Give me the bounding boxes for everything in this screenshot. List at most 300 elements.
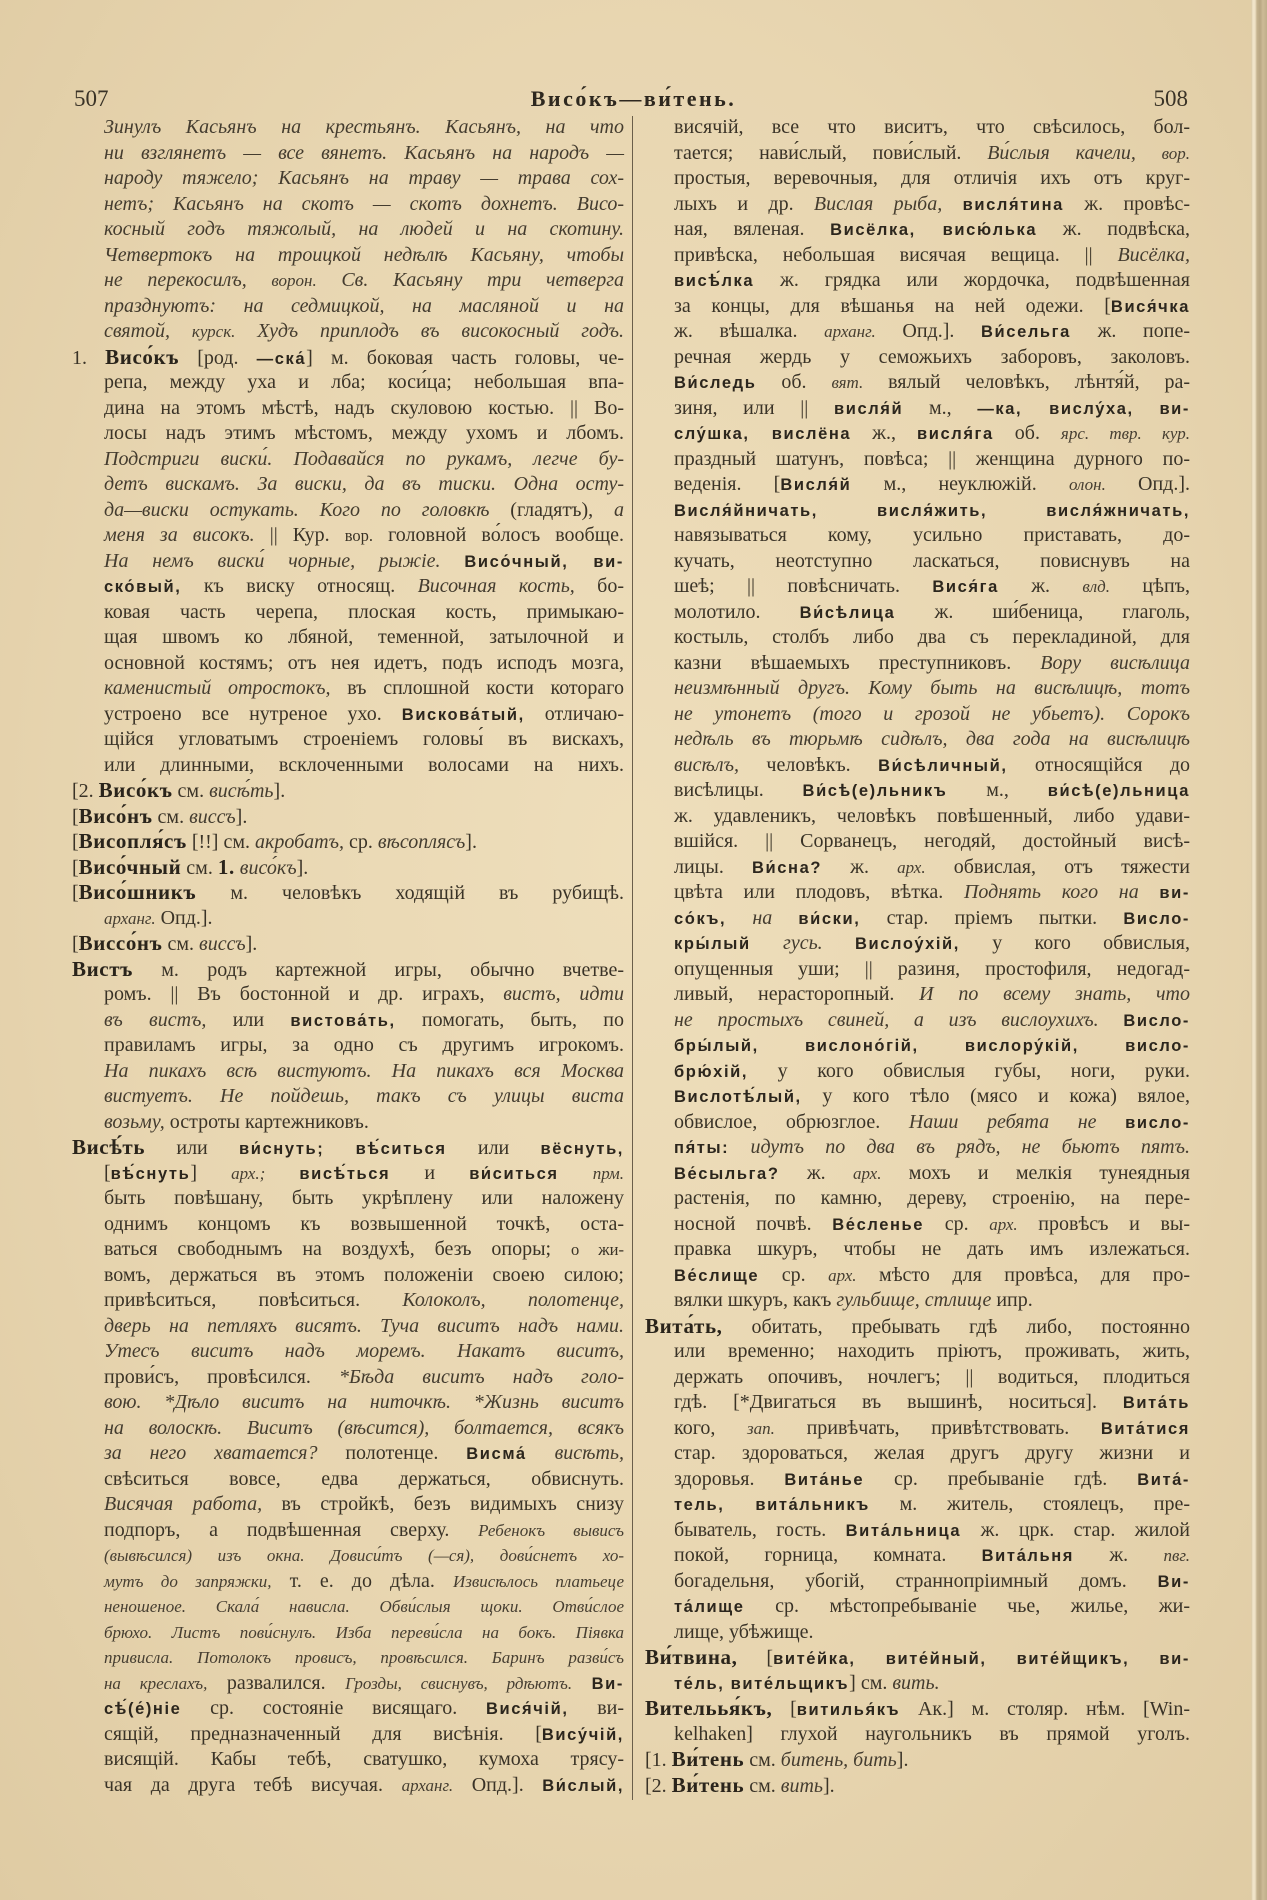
text: цѣпъ, xyxy=(1110,575,1190,597)
headword-form: вёснуть, xyxy=(540,1140,624,1158)
text xyxy=(527,1442,555,1464)
page-edge xyxy=(1251,0,1267,1900)
text: Ак.] м. столяр. нѣм. [Win- xyxy=(900,1698,1190,1720)
text-line xyxy=(645,192,1190,218)
text-line xyxy=(72,115,624,141)
text: т. е. до дѣла. xyxy=(271,1569,453,1592)
headword-form: Вислоу́хій, xyxy=(854,935,960,953)
text-line xyxy=(645,396,1190,422)
text-line xyxy=(645,166,1190,192)
text-line xyxy=(72,1747,624,1773)
text-line xyxy=(645,217,1190,243)
italic-text: Поднять кого на xyxy=(963,881,1139,903)
small-text: о жи- xyxy=(571,1240,624,1259)
text: ср. xyxy=(759,1263,829,1286)
text-line xyxy=(645,472,1190,498)
italic-text: акробатъ, xyxy=(255,831,344,853)
text: ]. xyxy=(896,1749,909,1771)
headword-form: Висля́й xyxy=(780,476,852,494)
text-line xyxy=(645,319,1190,345)
text-line xyxy=(72,1084,624,1110)
text: кучать, неотступно ласкаться, повиснувъ на xyxy=(674,549,1190,572)
headword-form: Висля́йничать, висля́жить, висля́жничать, xyxy=(674,501,1190,520)
text: молотило. xyxy=(674,600,800,623)
italic-text: меня за високъ. xyxy=(104,524,270,546)
text: остроты картежниковъ. xyxy=(164,1110,369,1133)
italic-text: Подстриги виски́. Подавайся по рукамъ, легче бу- xyxy=(104,447,624,470)
italic-text: святой, xyxy=(104,320,192,342)
text: об. xyxy=(993,422,1061,444)
text-line xyxy=(72,1467,624,1493)
text: свѣситься вовсе, едва держаться, обвиснуть. xyxy=(104,1467,624,1490)
small-italic-text: арханг. xyxy=(104,908,156,928)
italic-text: Ви́слыя качели, xyxy=(987,141,1136,164)
headword-form: Вита́ть xyxy=(1122,1394,1190,1412)
small-italic-text: арх. xyxy=(853,1163,882,1183)
italic-text: Утесъ виситъ надъ моремъ. Накатъ виситъ, xyxy=(104,1340,624,1362)
text: мохъ и мелкія тунеядныя xyxy=(881,1161,1190,1184)
text xyxy=(751,932,783,954)
headword-form: Вита́тися xyxy=(1100,1419,1190,1438)
text-line xyxy=(72,1492,624,1518)
headword-form: Вита́льня xyxy=(981,1547,1074,1565)
text-line xyxy=(645,778,1190,804)
small-italic-text: брюхо. Листъ пови́снулъ. Изба переви́сла на бокъ. Піявка xyxy=(104,1622,624,1642)
small-italic-text: арх. xyxy=(989,1214,1018,1234)
text xyxy=(729,1136,750,1158)
italic-text: празднуютъ: на седмицкой, на масляной и на xyxy=(104,294,624,317)
text-line xyxy=(645,1008,1190,1034)
text-line xyxy=(72,396,624,422)
text-line xyxy=(72,1671,624,1697)
text: || Кур. xyxy=(269,524,345,546)
headword-form: ви́снуть; xyxy=(239,1140,325,1158)
text: ср. мѣстопребываніе чье, жилье, жи- xyxy=(744,1595,1190,1617)
text: [ xyxy=(72,805,79,828)
headword: Ви́тень xyxy=(671,1772,745,1797)
text: ]. xyxy=(235,805,248,828)
headword-form: Ви́следь xyxy=(674,374,757,392)
text: праздный шатунъ, повѣса; || женщина дурного по- xyxy=(674,447,1190,470)
text: см. xyxy=(162,933,200,955)
text: Опд.]. xyxy=(453,1773,543,1796)
text: относящійся до xyxy=(1007,753,1190,776)
italic-text: висо́къ xyxy=(239,856,297,879)
text-line xyxy=(72,1620,624,1646)
text: вшійся. || Сорванецъ, негодяй, достойный висѣ- xyxy=(674,830,1190,852)
entry-start-line xyxy=(72,804,624,830)
italic-text: не перекосилъ, xyxy=(104,269,272,291)
text-line xyxy=(72,217,624,243)
text: ковая часть черепа, плоская кость, примыкаю- xyxy=(104,600,624,623)
text: за концы, для вѣшанья на ней одежи. [ xyxy=(674,294,1111,317)
text: или временно; находить пріютъ, проживать, жить, xyxy=(674,1340,1190,1362)
headword-form: Ви́сна? xyxy=(751,858,823,877)
column-divider xyxy=(632,116,633,1800)
small-italic-text: олон. xyxy=(1068,475,1106,494)
text-line xyxy=(645,957,1190,983)
text: [ xyxy=(72,882,79,904)
headword-form: Ви- xyxy=(1157,1572,1190,1591)
small-italic-text: арх. xyxy=(897,857,926,877)
small-italic-text: Извисѣлось платьеце xyxy=(452,1571,624,1591)
text-line xyxy=(72,727,624,753)
italic-text: дверь на петляхъ висятъ. Туча виситъ надъ нами. xyxy=(104,1314,624,1337)
text: простыя, веревочныя, для отличія ихъ отъ круг- xyxy=(674,167,1190,189)
italic-text: вѣсоплясъ xyxy=(377,831,466,853)
headword-form: слу́шка, вислёна xyxy=(674,425,852,443)
small-italic-text: ворон. xyxy=(271,271,317,290)
italic-text: не утонетъ (того и грозой не убьетъ). Сорокъ xyxy=(674,702,1190,725)
text: помогать, быть, по xyxy=(395,1008,624,1031)
text: обитать, пребывать гдѣ либо, постоянно xyxy=(722,1315,1190,1338)
text: речная жердь у семожьихъ заборовъ, заколовъ. xyxy=(674,345,1190,368)
headword-form: Вискова́тый, xyxy=(401,705,525,724)
text: ] см. xyxy=(849,1671,893,1694)
text-line xyxy=(645,574,1190,600)
italic-text: висѣ́ть xyxy=(209,780,274,802)
italic-text: Висёлка, xyxy=(1117,243,1190,266)
text: правка шкуръ, чтобы не дать имъ излежаться. xyxy=(674,1238,1190,1260)
text: вялки шкуръ, какъ xyxy=(674,1289,837,1311)
text-line xyxy=(645,345,1190,371)
text-line xyxy=(645,702,1190,728)
text: тается; нави́слый, пови́слый. xyxy=(674,141,988,164)
headword: Вительья́къ, xyxy=(645,1696,773,1720)
text-line xyxy=(645,982,1190,1008)
text: ная, вяленая. xyxy=(674,218,831,240)
text-line xyxy=(645,753,1190,779)
headword-form: Вита́льница xyxy=(845,1521,962,1540)
headword-form: висля́га xyxy=(916,425,994,443)
text-line xyxy=(72,574,624,600)
text: казни вѣшаемыхъ преступниковъ. xyxy=(674,651,1041,674)
text: у кого обвислыя губы, ноги, руки. xyxy=(748,1059,1190,1082)
text: ж. грядка или жордочка, подвѣшенная xyxy=(754,269,1190,291)
text-line xyxy=(72,1390,624,1416)
text-line xyxy=(645,1186,1190,1212)
text xyxy=(559,1162,593,1184)
text xyxy=(1136,142,1162,164)
text-line xyxy=(645,1033,1190,1059)
text: [ xyxy=(72,831,79,853)
text-line xyxy=(72,1288,624,1314)
text-line xyxy=(645,1237,1190,1263)
text: см. xyxy=(152,805,190,828)
text: ви- xyxy=(568,1697,625,1719)
text: см. xyxy=(172,780,210,802)
text: ]. xyxy=(245,933,258,955)
text: ж. црк. стар. жилой xyxy=(961,1518,1190,1541)
headword: Виссо́нъ xyxy=(78,931,163,955)
headword-form: ви- xyxy=(1159,884,1190,902)
small-italic-text: Ребенокъ вывисъ xyxy=(478,1520,624,1540)
text-line xyxy=(645,727,1190,753)
text-line xyxy=(72,1569,624,1595)
text-line xyxy=(72,1008,624,1034)
text-line xyxy=(645,1110,1190,1136)
text-line xyxy=(645,243,1190,269)
italic-text: Вору висѣлица xyxy=(1040,651,1190,674)
text-line xyxy=(72,166,624,192)
text: висѣлицы. xyxy=(674,779,803,801)
text-line xyxy=(72,1059,624,1085)
text: [1. xyxy=(645,1749,672,1771)
headword: Ви́твина, xyxy=(645,1645,738,1669)
text: ср. пребываніе гдѣ. xyxy=(864,1467,1138,1490)
text: щая швомъ ко лбяной, теменной, затылочной и xyxy=(104,626,624,648)
text-line xyxy=(72,702,624,728)
italic-text: а xyxy=(614,498,624,521)
text: вялый человѣкъ, лѣнтя́й, ра- xyxy=(863,371,1190,393)
headword-form: Вися́чка xyxy=(1110,297,1190,316)
headword-form: Ви́сѣлица xyxy=(799,603,896,622)
text-line xyxy=(645,1722,1190,1748)
text: растенія, по камню, дереву, строенію, на пере- xyxy=(674,1187,1190,1209)
text-line xyxy=(645,268,1190,294)
text-line xyxy=(645,370,1190,396)
text: ж. xyxy=(822,855,898,878)
text-line xyxy=(72,141,624,167)
italic-text: вою. *Дѣло виситъ на ниточкѣ. *Жизнь виситъ xyxy=(104,1391,624,1413)
italic-text: висѣлъ, xyxy=(674,753,739,776)
text: ваться свободнымъ на воздухѣ, безъ опоры; xyxy=(104,1238,571,1260)
small-italic-text: пвг. xyxy=(1163,1546,1190,1565)
text: об. xyxy=(756,371,832,393)
text: лище, убѣжище. xyxy=(674,1620,814,1643)
text xyxy=(1139,881,1160,903)
text xyxy=(942,193,962,215)
italic-text: гусь. xyxy=(783,932,823,954)
text: быть повѣшану, быть укрѣплену или наложену xyxy=(104,1187,624,1209)
headword-form: те́ль, вите́льщикъ xyxy=(674,1674,850,1693)
text: ср. состояніе висящаго. xyxy=(181,1697,486,1719)
italic-text: въ вистъ, xyxy=(104,1008,207,1031)
small-italic-text: зап. xyxy=(747,1418,775,1438)
text: въ сплошной кости котораго xyxy=(330,677,624,699)
headword-form: Висёлка, висю́лька xyxy=(830,221,1038,239)
entry-start-line xyxy=(72,855,624,881)
headword-form: сѣ́(е́)ніе xyxy=(104,1700,182,1718)
right-column xyxy=(645,115,1190,1798)
text: ж. вѣшалка. xyxy=(674,320,825,342)
headword-form: —ска́ xyxy=(256,349,307,368)
italic-text: косный годъ тяжолый, на людей и на скотину. xyxy=(104,218,624,240)
entry-start-line xyxy=(72,957,624,983)
text xyxy=(324,1137,355,1159)
entry-start-line xyxy=(72,931,624,957)
text: [ xyxy=(737,1647,774,1669)
text: см. xyxy=(744,1774,781,1797)
text-line xyxy=(72,1186,624,1212)
italic-text: гульбище, стлище xyxy=(836,1289,992,1311)
headword-form: брю́хій, xyxy=(674,1062,749,1081)
small-italic-text: арханг. xyxy=(401,1775,454,1795)
text-line xyxy=(72,1594,624,1620)
text: держать опочивъ, ночлегъ; || водиться, плодиться xyxy=(674,1365,1190,1388)
text: ж. удавленикъ, человѣкъ повѣшенный, либо удави- xyxy=(674,804,1190,827)
small-italic-text: прм. xyxy=(592,1163,624,1183)
italic-text: Св. Касьяну три четверга xyxy=(316,269,624,291)
text-line xyxy=(645,829,1190,855)
text-line xyxy=(72,1543,624,1569)
text-line xyxy=(72,1696,624,1722)
text-line xyxy=(72,1161,624,1187)
text: сящій, предназначенный для висѣнія. [ xyxy=(104,1722,542,1745)
text-line xyxy=(645,1467,1190,1493)
text: м., неуклюжій. xyxy=(851,473,1069,495)
italic-text: вистуетъ. Не пойдешь, такъ съ улицы виста xyxy=(104,1085,624,1107)
headword: Висо́къ xyxy=(105,344,180,369)
text-line xyxy=(72,1441,624,1467)
text: [2. xyxy=(645,1774,672,1797)
italic-text: И по всему знать, что xyxy=(919,983,1191,1005)
text: висящій. Кабы тебѣ, сватушко, кумоха трясу- xyxy=(104,1748,624,1770)
italic-text: вить xyxy=(780,1774,824,1797)
text xyxy=(823,932,855,954)
text: гдѣ. [*Двигаться въ вышинѣ, носиться]. xyxy=(674,1391,1123,1413)
text: ж. подвѣска, xyxy=(1037,218,1191,240)
entry-start-line xyxy=(645,1314,1190,1340)
headword: Вистъ xyxy=(72,956,133,981)
text: бо- xyxy=(574,575,624,597)
text-line xyxy=(645,1620,1190,1646)
text: ипр. xyxy=(991,1289,1033,1311)
headword-form: Висло- xyxy=(1123,909,1190,928)
entry-start-line xyxy=(645,1645,1190,1671)
text-line xyxy=(645,625,1190,651)
text: обвислое, обрюзглое. xyxy=(674,1110,909,1133)
headword-form: Ве́сыльга? xyxy=(674,1164,780,1183)
text: лицы. xyxy=(674,855,752,878)
text-line xyxy=(72,498,624,524)
text: привѣска, небольшая висячая вещица. || xyxy=(674,243,1118,266)
text: въ стройкѣ, безъ видимыхъ снизу xyxy=(262,1493,624,1515)
text: развалился. xyxy=(207,1671,346,1694)
headword: 1. xyxy=(217,854,235,879)
text: см. xyxy=(181,856,218,879)
italic-text: Четвертокъ на троицкой недѣлѣ Касьяну, чтобы xyxy=(104,243,624,266)
text-line xyxy=(72,1773,624,1799)
italic-text: нетъ; Касьянъ на скотъ — скотъ дохнетъ. Висо- xyxy=(104,192,624,215)
italic-text: вистъ, идти xyxy=(503,983,624,1005)
text-line xyxy=(645,651,1190,677)
headword-form: Ве́слище xyxy=(674,1266,760,1285)
text-line xyxy=(72,1339,624,1365)
text: Опд.]. xyxy=(1105,473,1190,495)
small-italic-text: арх.; xyxy=(231,1163,266,1183)
text-line xyxy=(645,880,1190,906)
text-line xyxy=(72,1416,624,1442)
text-line xyxy=(645,1365,1190,1391)
text: ]. xyxy=(296,856,309,879)
text-line xyxy=(645,1441,1190,1467)
text: къ виску относящ. xyxy=(181,575,418,597)
headword-form: вите́йка, вите́йный, вите́йщикъ, ви- xyxy=(773,1650,1190,1668)
headword-form: ви- xyxy=(1159,399,1191,418)
headword: Висѣ́ть xyxy=(72,1135,146,1159)
text-line xyxy=(645,600,1190,626)
text xyxy=(572,1672,592,1694)
headword-form: вѣ́ситься xyxy=(355,1140,447,1158)
text-line xyxy=(72,243,624,269)
text-line xyxy=(72,1212,624,1238)
text: полотенце. xyxy=(317,1442,467,1464)
text-line xyxy=(72,1365,624,1391)
italic-text: на xyxy=(752,906,773,929)
text: ж. провѣс- xyxy=(1063,192,1190,215)
italic-text: Висячая работа, xyxy=(104,1493,263,1515)
italic-text: ни взглянетъ — все вянетъ. Касьянъ на народъ — xyxy=(104,141,624,164)
text-line xyxy=(645,1339,1190,1365)
text: м. человѣкъ ходящій въ рубищѣ. xyxy=(196,882,624,904)
text-line xyxy=(645,804,1190,830)
headword-form: Висма́ xyxy=(466,1445,527,1463)
text-line xyxy=(72,676,624,702)
text: провѣсъ и вы- xyxy=(1017,1212,1191,1235)
headword: Висо́шникъ xyxy=(78,880,197,904)
italic-text: недѣль въ тюрьмѣ сидѣлъ, два года на висѣлицѣ xyxy=(674,728,1190,750)
text: висячій, все что виситъ, что свѣсилось, бол- xyxy=(674,116,1190,138)
text: отличаю- xyxy=(524,702,625,725)
headword-form: висѣ́лка xyxy=(674,272,755,290)
text: лосы надъ этимъ мѣстомъ, между ухомъ и лбомъ. xyxy=(104,422,624,444)
text: [2. xyxy=(72,780,99,802)
text-line xyxy=(72,447,624,473)
text: шеѣ; || повѣсничать. xyxy=(674,575,933,597)
text: подпоръ, а подвѣшенная сверху. xyxy=(104,1518,479,1541)
text xyxy=(265,1162,299,1184)
text-line xyxy=(72,1263,624,1289)
italic-text: не простыхъ свиней, а изъ вислоухихъ. xyxy=(674,1008,1099,1031)
entry-start-line xyxy=(645,1696,1190,1722)
text: ] м. боковая часть головы, че- xyxy=(306,346,624,369)
headword-form: Висо́чный, ви- xyxy=(464,552,624,571)
headword: Вита́ть, xyxy=(645,1313,723,1338)
headword-form: Ви́слый, xyxy=(542,1776,625,1795)
text xyxy=(726,907,752,929)
text-line xyxy=(645,1084,1190,1110)
text-line xyxy=(72,472,624,498)
text-line xyxy=(72,1033,624,1059)
running-title: Висо́къ—ви́тень. xyxy=(530,86,737,111)
text: носной почвѣ. xyxy=(674,1212,833,1235)
text: ] xyxy=(190,1161,232,1184)
text-line xyxy=(645,421,1190,447)
italic-text: Наши ребята не xyxy=(908,1110,1097,1133)
text: м. житель, стоялецъ, пре- xyxy=(869,1493,1190,1515)
headword-form: тель, вита́льникъ xyxy=(674,1496,870,1514)
italic-text: виссъ xyxy=(189,805,236,828)
headword-form: ви́сѣ(е)льница xyxy=(1047,782,1190,800)
text-line xyxy=(645,855,1190,881)
italic-text: народу тяжело; Касьянъ на траву — трава сох- xyxy=(104,167,624,189)
text: [ xyxy=(104,1161,111,1184)
text-line xyxy=(645,1492,1190,1518)
small-italic-text: ярс. твр. кур. xyxy=(1060,424,1190,443)
text-line xyxy=(645,1543,1190,1569)
small-italic-text: мутъ до запряжки, xyxy=(104,1571,272,1591)
italic-text: да—виски остукать. Кого по головкѣ xyxy=(104,498,490,521)
entry-start-line xyxy=(72,880,624,906)
text: человѣкъ. xyxy=(739,753,879,776)
text: правиламъ игры, за одно съ другимъ игрокомъ. xyxy=(104,1034,624,1056)
headword-form: висѣ́ться xyxy=(299,1164,391,1183)
text-line xyxy=(645,523,1190,549)
page-number-right: 508 xyxy=(1153,86,1188,111)
italic-text: вить. xyxy=(892,1671,940,1694)
text: ж., xyxy=(851,422,917,444)
